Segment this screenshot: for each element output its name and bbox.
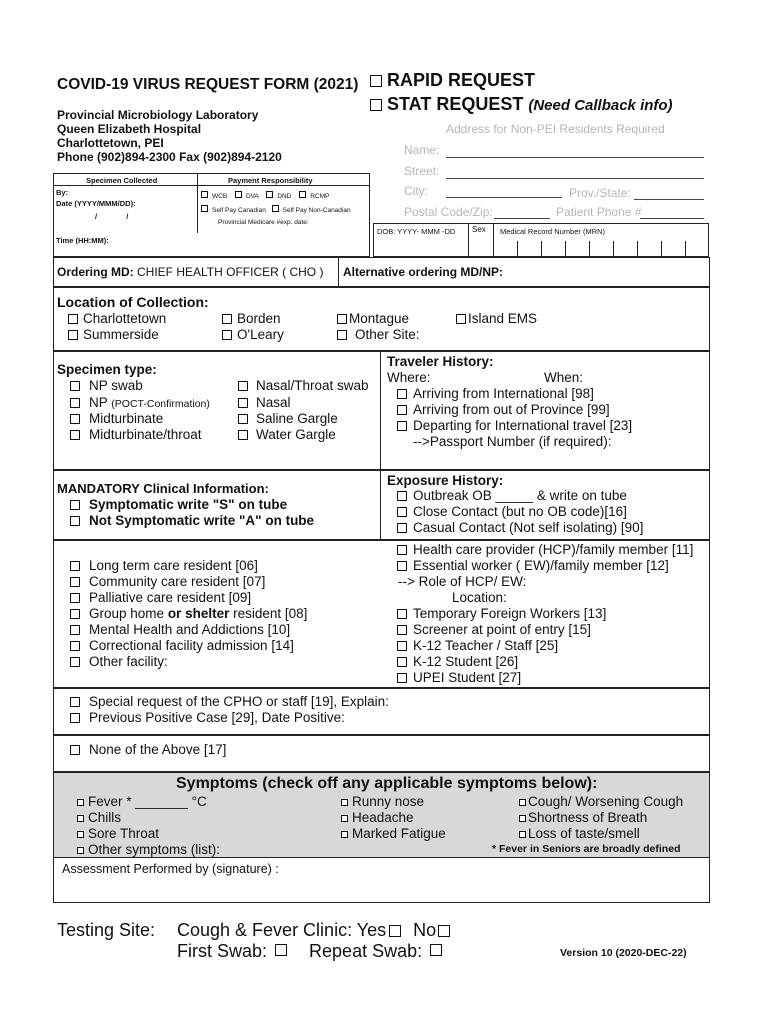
palliative-checkbox[interactable] [70,593,80,603]
rapid-request[interactable]: RAPID REQUEST [370,70,535,91]
payment-label: Payment Responsibility [228,176,313,185]
fatigue-checkbox[interactable] [341,831,348,838]
none-of-above[interactable]: None of the Above [17] [70,742,226,757]
headache-checkbox[interactable] [341,815,348,822]
specimen-nasal[interactable]: Nasal [238,395,291,410]
symptomatic-checkbox[interactable] [70,500,80,510]
specimen-midturbinate[interactable]: Midturbinate [70,411,163,426]
fever-note: * Fever in Seniors are broadly defined [492,843,681,855]
mrn-digit-cells[interactable] [494,241,708,257]
resident-other-facility[interactable]: Other facility: [70,654,168,669]
summerside-checkbox[interactable] [68,330,78,340]
np-poct-checkbox[interactable] [70,398,80,408]
traveler-departing[interactable]: Departing for International travel [23] [397,418,632,433]
sore-throat-checkbox[interactable] [77,831,84,838]
mental-health-checkbox[interactable] [70,625,80,635]
symptoms-title: Symptoms (check off any applicable symptoms below): [176,775,598,792]
clinical-symptomatic[interactable]: Symptomatic write "S" on tube [70,497,287,512]
worker-upei-student[interactable]: UPEI Student [27] [397,670,521,685]
charlottetown-checkbox[interactable] [68,314,78,324]
city-label: City: [404,184,428,198]
rcmp-checkbox[interactable] [299,191,306,198]
location-island-ems[interactable]: Island EMS [456,311,537,326]
taste-checkbox[interactable] [519,831,526,838]
symptom-other[interactable]: Other symptoms (list): [77,842,220,857]
street-field[interactable] [446,178,704,179]
symptom-taste[interactable]: Loss of taste/smell [519,826,640,841]
resident-community[interactable]: Community care resident [07] [70,574,265,589]
none-checkbox[interactable] [70,745,80,755]
fever-checkbox[interactable] [77,799,84,806]
cough-checkbox[interactable] [519,799,526,806]
nasal-throat-checkbox[interactable] [238,381,248,391]
symptom-fatigue[interactable]: Marked Fatigue [341,826,446,841]
water-gargle-checkbox[interactable] [238,430,248,440]
island-ems-checkbox[interactable] [456,314,466,324]
resident-palliative[interactable]: Palliative care resident [09] [70,590,251,605]
phone-field[interactable] [640,218,704,219]
specimen-type-title: Specimen type: [57,362,157,377]
symptom-runny-nose[interactable]: Runny nose [341,794,424,809]
tfw-checkbox[interactable] [397,609,407,619]
passport-number[interactable]: -->Passport Number (if required): [413,434,612,449]
midturbinate-checkbox[interactable] [70,414,80,424]
city-field[interactable] [446,197,562,198]
repeat-swab-checkbox[interactable] [430,944,442,956]
location-title: Location of Collection: [57,294,209,310]
casual-contact-checkbox[interactable] [397,523,407,533]
traveler-arriving-intl[interactable]: Arriving from International [98] [397,386,594,401]
mrn-label: Medical Record Number (MRN) [500,227,606,236]
k12-student-checkbox[interactable] [397,657,407,667]
correctional-checkbox[interactable] [70,641,80,651]
specimen-np-poct[interactable]: NP (POCT-Confirmation) [70,395,210,410]
special-request[interactable]: Special request of the CPHO or staff [19], Explain: [70,694,389,709]
ordering-md[interactable]: Ordering MD: CHIEF HEALTH OFFICER ( CHO ) [57,265,324,279]
group-home-checkbox[interactable] [70,609,80,619]
testing-site-label: Testing Site: [57,920,156,940]
specimen-collected-label: Specimen Collected [86,176,158,185]
swab-type[interactable]: First Swab: Repeat Swab: [177,941,447,962]
dob-divider [468,223,469,257]
wcb-checkbox[interactable] [201,191,208,198]
not-symptomatic-checkbox[interactable] [70,516,80,526]
breath-checkbox[interactable] [519,815,526,822]
payment-row-2: Self Pay Canadian Self Pay Non-Canadian [201,205,351,214]
stat-checkbox[interactable] [370,99,382,111]
k12-teacher-checkbox[interactable] [397,641,407,651]
resident-group-home[interactable]: Group home or shelter resident [08] [70,606,307,621]
clinic-no-checkbox[interactable] [438,925,450,937]
payment-row-1: WCB DVA DND RCMP [201,191,329,200]
street-label: Street: [404,164,440,178]
montague-checkbox[interactable] [337,314,347,324]
date-slashes: / / [95,212,129,221]
worker-k12-student[interactable]: K-12 Student [26] [397,654,518,669]
other-symptoms-checkbox[interactable] [77,847,84,854]
other-facility-checkbox[interactable] [70,657,80,667]
borden-checkbox[interactable] [222,314,232,324]
clinical-not-symptomatic[interactable]: Not Symptomatic write "A" on tube [70,513,314,528]
resident-correctional[interactable]: Correctional facility admission [14] [70,638,294,653]
version-label: Version 10 (2020-DEC-22) [560,947,687,959]
worker-screener[interactable]: Screener at point of entry [15] [397,622,591,637]
first-swab-checkbox[interactable] [275,944,287,956]
community-checkbox[interactable] [70,577,80,587]
worker-hcp[interactable]: Health care provider (HCP)/family member [11] [397,542,693,557]
previous-positive-checkbox[interactable] [70,713,80,723]
worker-location[interactable]: Location: [452,590,507,605]
rapid-checkbox[interactable] [370,75,382,87]
special-request-checkbox[interactable] [70,697,80,707]
postal-field[interactable] [494,218,550,219]
address-heading: Address for Non-PEI Residents Required [446,122,665,136]
clinical-title: MANDATORY Clinical Information: [57,481,269,496]
date-label: Date (YYYY/MMM/DD): [56,199,136,208]
resident-mental-health[interactable]: Mental Health and Addictions [10] [70,622,290,637]
chills-checkbox[interactable] [77,815,84,822]
specimen-np-swab[interactable]: NP swab [70,378,143,393]
traveler-arriving-province[interactable]: Arriving from out of Province [99] [397,402,610,417]
cough-fever-clinic[interactable]: Cough & Fever Clinic: Yes No [177,920,455,941]
clinic-yes-checkbox[interactable] [389,925,401,937]
specimen-midturbinate-throat[interactable]: Midturbinate/throat [70,427,202,442]
prov-label: Prov./State: [569,186,631,200]
location-borden[interactable]: Borden [222,311,281,326]
box-header-rule [53,185,370,186]
stat-request[interactable]: STAT REQUEST (Need Callback info) [370,94,673,115]
name-field[interactable] [446,157,704,158]
runny-nose-checkbox[interactable] [341,799,348,806]
sex-label: Sex [472,225,486,234]
essential-checkbox[interactable] [397,561,407,571]
symptom-fever[interactable]: Fever * _______ °C [77,794,207,809]
dnd-checkbox[interactable] [266,191,273,198]
phone-label: Patient Phone # [556,205,642,219]
exposure-title: Exposure History: [387,473,504,488]
symptom-cough[interactable]: Cough/ Worsening Cough [519,794,683,809]
assessment-signature[interactable]: Assessment Performed by (signature) : [62,862,279,876]
specimen-nasal-throat[interactable]: Nasal/Throat swab [238,378,369,393]
dob-label: DOB: YYYY- MMM -DD [377,227,456,236]
self-pay-canadian-checkbox[interactable] [201,205,208,212]
time-label: Time (HH:MM): [56,236,109,245]
box-divider [197,173,198,233]
name-label: Name: [404,143,440,157]
traveler-when: When: [544,370,584,385]
medicare-label: Provincial Medicare #exp. date: [218,219,309,226]
worker-role[interactable]: --> Role of HCP/ EW: [398,574,527,589]
worker-tfw[interactable]: Temporary Foreign Workers [13] [397,606,606,621]
by-label: By: [56,188,69,197]
lab-info: Provincial Microbiology Laboratory Queen Elizabeth Hospital Charlottetown, PEI Phone (902)894-2300 Fax (902)894-2120 [57,108,282,164]
specimen-water-gargle[interactable]: Water Gargle [238,427,336,442]
previous-positive[interactable]: Previous Positive Case [29], Date Positive: [70,710,345,725]
upei-student-checkbox[interactable] [397,673,407,683]
nasal-checkbox[interactable] [238,398,248,408]
arriving-province-checkbox[interactable] [397,405,407,415]
location-other[interactable]: Other Site: [337,327,420,342]
postal-label: Postal Code/Zip: [404,205,493,219]
hcp-checkbox[interactable] [397,545,407,555]
exposure-outbreak[interactable]: Outbreak OB _____ & write on tube [397,488,627,503]
exposure-casual-contact[interactable]: Casual Contact (Not self isolating) [90] [397,520,643,535]
symptom-sore-throat[interactable]: Sore Throat [77,826,159,841]
traveler-where: Where: [387,370,431,385]
self-pay-non-canadian-checkbox[interactable] [272,205,279,212]
location-summerside[interactable]: Summerside [68,327,159,342]
worker-essential[interactable]: Essential worker ( EW)/family member [12] [397,558,669,573]
ordering-md-value: CHIEF HEALTH OFFICER ( CHO ) [137,265,324,279]
symptom-breath[interactable]: Shortness of Breath [519,810,647,825]
other-site-checkbox[interactable] [337,330,347,340]
arriving-intl-checkbox[interactable] [397,389,407,399]
ordering-divider [338,257,339,287]
specimen-saline-gargle[interactable]: Saline Gargle [238,411,338,426]
form-title: COVID-19 VIRUS REQUEST FORM (2021) [57,76,359,93]
location-oleary[interactable]: O'Leary [222,327,284,342]
dva-checkbox[interactable] [235,191,242,198]
midturbinate-throat-checkbox[interactable] [70,430,80,440]
exposure-close-contact[interactable]: Close Contact (but no OB code)[16] [397,504,627,519]
symptom-headache[interactable]: Headache [341,810,414,825]
alt-ordering-md[interactable]: Alternative ordering MD/NP: [343,265,504,279]
close-contact-checkbox[interactable] [397,507,407,517]
oleary-checkbox[interactable] [222,330,232,340]
departing-checkbox[interactable] [397,421,407,431]
stat-note: (Need Callback info) [528,97,673,114]
symptom-chills[interactable]: Chills [77,810,121,825]
saline-gargle-checkbox[interactable] [238,414,248,424]
traveler-title: Traveler History: [387,354,494,369]
worker-k12-teacher[interactable]: K-12 Teacher / Staff [25] [397,638,558,653]
screener-checkbox[interactable] [397,625,407,635]
outbreak-checkbox[interactable] [397,491,407,501]
resident-ltc[interactable]: Long term care resident [06] [70,558,258,573]
ltc-checkbox[interactable] [70,561,80,571]
location-montague[interactable]: Montague [337,311,409,326]
np-swab-checkbox[interactable] [70,381,80,391]
prov-field[interactable] [634,199,704,200]
location-charlottetown[interactable]: Charlottetown [68,311,166,326]
